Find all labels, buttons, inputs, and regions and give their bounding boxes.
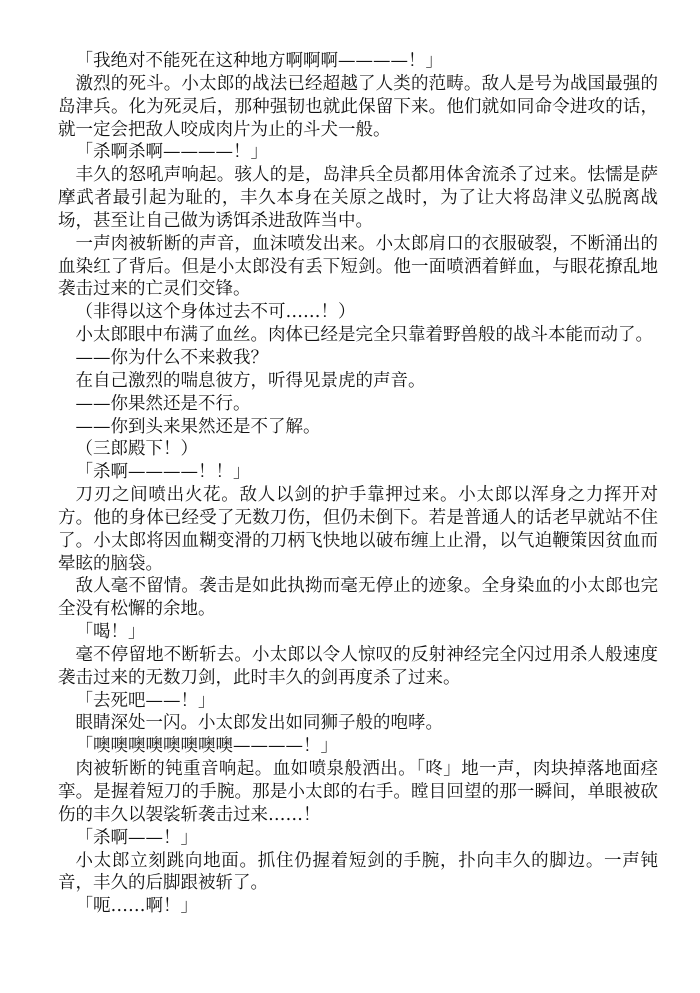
text-page bbox=[58, 50, 658, 918]
paragraph-9: 在自己激烈的喘息彼方，听得见景虎的声音。 bbox=[75, 370, 426, 391]
paragraph-11: ——你到头来果然还是不了解。 bbox=[75, 416, 321, 437]
paragraph-13: 「杀啊————！！」 bbox=[75, 462, 251, 483]
paragraph-2: 激烈的死斗。小太郎的战法已经超越了人类的范畴。敌人是号为战国最强的岛津兵。化为死灵后，那种强韧也就此保留下来。他们就如同命令进攻的话，就一定会把敌人咬成肉片为止的斗犬一般。 bbox=[58, 73, 658, 140]
paragraph-21: 肉被斩断的钝重音响起。血如喷泉般洒出。「咚」地一声，肉块掉落地面痉挛。是握着短刀的手腕。那是小太郎的右手。瞠目回望的那一瞬间，单眼被砍伤的丰久以袈裟斩袭击过来……！ bbox=[58, 759, 658, 825]
paragraph-14: 刀刃之间喷出火花。敌人以剑的护手靠押过来。小太郎以浑身之力挥开对方。他的身体已经受了无数刀伤，但仍未倒下。若是普通人的话老早就站不住了。小太郎将因血糊变滑的刀柄飞快地以破布缠上止滑，以气迫鞭策因贫血而晕眩的脑袋。 bbox=[58, 485, 658, 574]
paragraph-4: 丰久的怒吼声响起。骇人的是，岛津兵全员都用体舍流杀了过来。怯懦是萨摩武者最引起为耻的，丰久本身在关原之战时，为了让大将岛津义弘脱离战场，甚至让自己做为诱饵杀进敌阵当中。 bbox=[58, 165, 658, 231]
paragraph-5: 一声肉被斩断的声音，血沫喷发出来。小太郎肩口的衣服破裂，不断涌出的血染红了背后。但是小太郎没有丢下短剑。他一面喷洒着鲜血，与眼花撩乱地袭击过来的亡灵们交锋。 bbox=[58, 233, 658, 300]
paragraph-10: ——你果然还是不行。 bbox=[75, 393, 251, 414]
paragraph-12: （三郎殿下！） bbox=[75, 439, 198, 460]
paragraph-15: 敌人毫不留情。袭击是如此执拗而毫无停止的迹象。全身染血的小太郎也完全没有松懈的余地。 bbox=[58, 576, 658, 620]
paragraph-23: 小太郎立刻跳向地面。抓住仍握着短剑的手腕，扑向丰久的脚边。一声钝音，丰久的后脚跟被斩了。 bbox=[58, 850, 658, 894]
paragraph-18: 「去死吧——！」 bbox=[75, 690, 216, 711]
paragraph-3: 「杀啊杀啊————！」 bbox=[75, 142, 268, 163]
paragraph-19: 眼睛深处一闪。小太郎发出如同狮子般的咆哮。 bbox=[75, 713, 443, 734]
paragraph-20: 「噢噢噢噢噢噢噢噢————！」 bbox=[75, 736, 338, 757]
paragraph-6: （非得以这个身体过去不可……！） bbox=[75, 302, 356, 323]
paragraph-17: 毫不停留地不断斩去。小太郎以令人惊叹的反射神经完全闪过用杀人般速度袭击过来的无数刀剑，此时丰久的剑再度杀了过来。 bbox=[58, 644, 658, 688]
paragraph-8: ——你为什么不来救我？ bbox=[75, 347, 268, 368]
paragraph-16: 「喝！」 bbox=[75, 622, 146, 643]
paragraph-22: 「杀啊——！」 bbox=[75, 827, 198, 848]
paragraph-24: 「呃……啊！」 bbox=[75, 896, 198, 917]
paragraph-7: 小太郎眼中布满了血丝。肉体已经是完全只靠着野兽般的战斗本能而动了。 bbox=[75, 325, 653, 346]
paragraph-1: 「我绝对不能死在这种地方啊啊啊————！」 bbox=[75, 51, 443, 71]
